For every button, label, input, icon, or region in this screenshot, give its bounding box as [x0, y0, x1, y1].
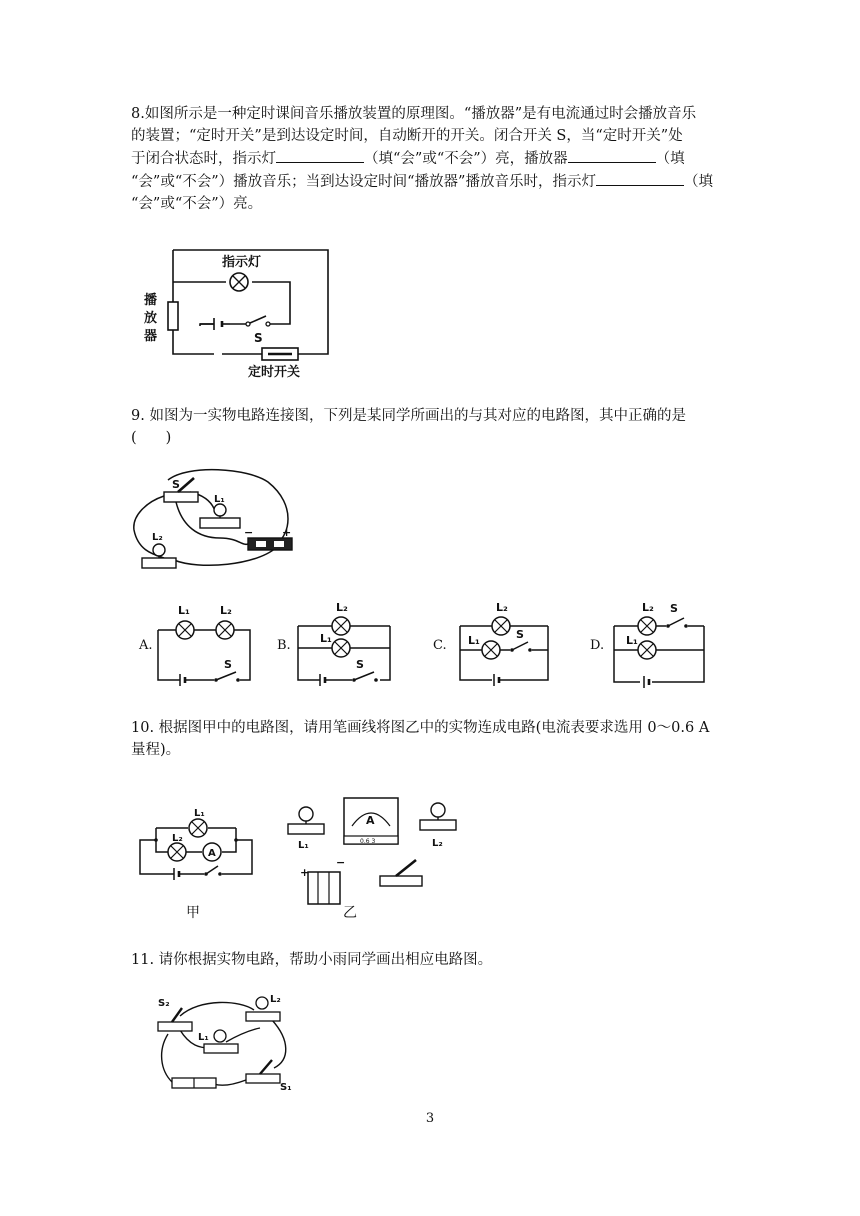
- option-c-l1: L₁: [468, 634, 480, 647]
- option-c-letter[interactable]: C.: [433, 638, 447, 653]
- option-b-s: S: [356, 658, 364, 671]
- option-d-l2: L₂: [642, 601, 654, 614]
- yi-plus-label: +: [300, 866, 310, 879]
- option-a-circuit[interactable]: [152, 602, 256, 688]
- option-a-l1: L₁: [178, 604, 190, 617]
- option-a-l2: L₂: [220, 604, 232, 617]
- q8-line-4: “会”或“不会”）播放音乐；当到达设定时间“播放器”播放音乐时，指示灯 （填: [131, 170, 731, 193]
- question-10-text: [131, 717, 731, 761]
- player-resistor: [168, 302, 178, 330]
- answer-blank-1[interactable]: [276, 147, 364, 163]
- q9-physical-circuit: [128, 466, 310, 576]
- q8-circuit-figure: [140, 244, 340, 384]
- option-d-s: S: [670, 602, 678, 615]
- caption-jia: 甲: [186, 905, 200, 921]
- option-b-letter[interactable]: B.: [277, 638, 291, 653]
- jia-ammeter-label: A: [208, 848, 216, 859]
- q9-line-1: 9. 如图为一实物电路连接图，下列是某同学所画出的与其对应的电路图，其中正确的是: [131, 408, 686, 424]
- q11-line-1: 11. 请你根据实物电路，帮助小雨同学画出相应电路图。: [131, 952, 493, 968]
- option-a-s: S: [224, 658, 232, 671]
- option-d-letter[interactable]: D.: [590, 638, 605, 653]
- jia-l1-label: L₁: [194, 808, 205, 819]
- yi-minus-label: −: [336, 856, 346, 869]
- option-c-s: S: [516, 628, 524, 641]
- player-label-2: 放: [144, 311, 158, 326]
- q11-s1-label: S₁: [280, 1082, 292, 1093]
- jia-l2-label: L₂: [172, 833, 183, 844]
- answer-blank-3[interactable]: [596, 170, 684, 186]
- q8-line-3: 于闭合状态时，指示灯 （填“会”或“不会”）亮，播放器 （填: [131, 147, 731, 170]
- yi-l1-label: L₁: [298, 840, 309, 851]
- player-label-3: 器: [144, 329, 158, 344]
- q11-s2-label: S₂: [158, 998, 170, 1009]
- phys-plus-label: +: [282, 526, 292, 539]
- answer-blank-2[interactable]: [568, 147, 656, 163]
- q11-l1-label: L₁: [198, 1032, 209, 1043]
- phys-l2-label: L₂: [152, 532, 163, 543]
- caption-yi: 乙: [343, 905, 357, 921]
- page-number: 3: [425, 1111, 435, 1126]
- option-b-circuit[interactable]: [292, 600, 396, 686]
- q10-physical-parts-yi: [282, 792, 472, 910]
- option-a-letter[interactable]: A.: [139, 638, 153, 653]
- q10-line-2: 量程)。: [131, 742, 181, 758]
- q8-line-2: 的装置；“定时开关”是到达设定时间，自动断开的开关。闭合开关 S，当“定时开关”处: [131, 128, 683, 144]
- question-9-text: [131, 405, 731, 449]
- phys-s-label: S: [172, 478, 180, 491]
- phys-minus-label: −: [244, 526, 254, 539]
- option-d-l1: L₁: [626, 634, 638, 647]
- lamp-label: 指示灯: [222, 255, 262, 270]
- yi-l2-label: L₂: [432, 838, 443, 849]
- option-c-l2: L₂: [496, 601, 508, 614]
- q8-line-1: 8.如图所示是一种定时课间音乐播放装置的原理图。“播放器”是有电流通过时会播放音乐: [131, 106, 697, 122]
- phys-l1-label: L₁: [214, 494, 225, 505]
- timer-switch-label: 定时开关: [248, 365, 301, 380]
- yi-meter-scale: 0.6 3: [360, 838, 376, 845]
- question-11-text: [131, 949, 731, 971]
- q11-physical-circuit: [150, 990, 300, 1094]
- yi-ammeter-label: A: [366, 814, 375, 827]
- q11-l2-label: L₂: [270, 994, 281, 1005]
- question-8-text: [131, 103, 731, 215]
- player-label-1: 播: [144, 293, 158, 308]
- q10-circuit-jia: [134, 798, 260, 882]
- option-d-circuit[interactable]: [606, 598, 710, 690]
- q8-line-5: “会”或“不会”）亮。: [131, 196, 263, 212]
- option-c-circuit[interactable]: [452, 600, 556, 690]
- q9-line-2: ( ): [131, 430, 172, 446]
- option-b-l1: L₁: [320, 632, 332, 645]
- q10-line-1: 10. 根据图甲中的电路图，请用笔画线将图乙中的实物连成电路(电流表要求选用 0～0.6 A: [131, 720, 710, 736]
- switch-label: S: [254, 331, 263, 345]
- option-b-l2: L₂: [336, 601, 348, 614]
